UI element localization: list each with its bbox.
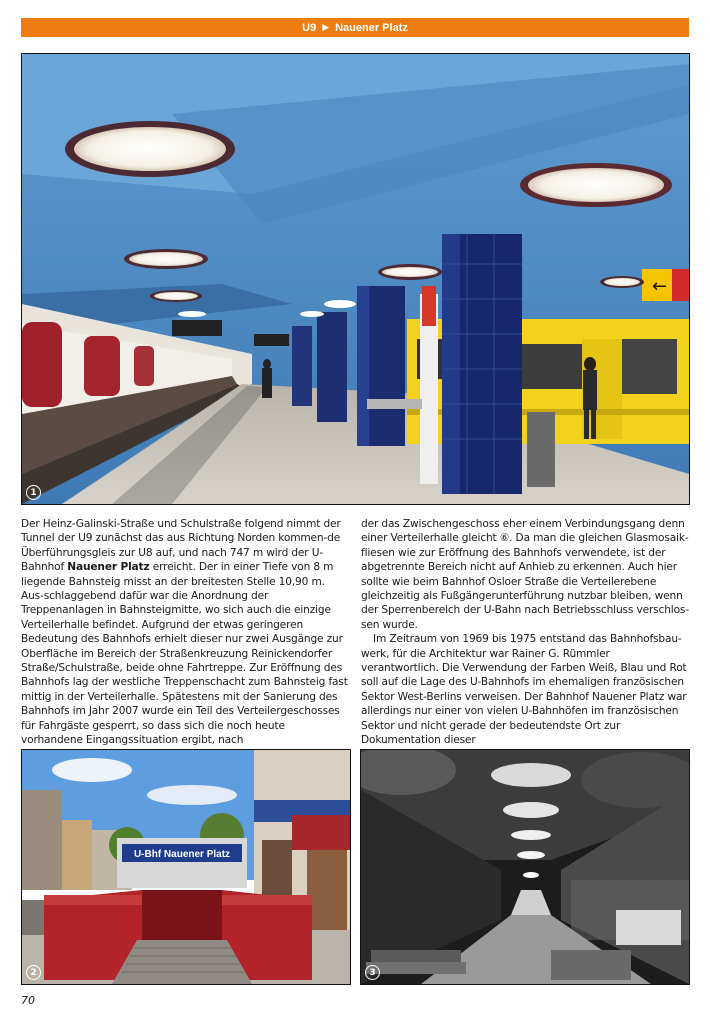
paragraph: der das Zwischengeschoss eher einem Verbindungsgang denn einer Verteilerhalle gleicht ⑥. Da man die gleichen Glasmosaik-fliesen wie zur Eröffnung des Bahnhofs verwendete, ist der abgetrennte Bereich nicht auf Anhieb zu erkennen. Auch hier sollte wie beim Bahnhof Osloer Straße die Verteilerebene gleichzeitig als Fußgängerunterführung nutzbar bleiben, wenn der Sperrenbereich der U-Bahn nach Betriebsschluss verschlos-sen wurde. [361,518,689,631]
photo-number-badge: 3 [365,965,380,980]
line-label: U9 [302,21,317,34]
station-name-bold: Nauener Platz [67,561,150,574]
construction-illustration [361,750,689,984]
platform-illustration [22,54,689,504]
paragraph: Im Zeitraum von 1969 bis 1975 entstand das Bahnhofsbau-werk, für die Architektur war Rainer G. Rümmler verantwortlich. Die Verwendung der Farben Weiß, Blau und Rot soll auf die Lage des U-Bahnhofs im ehemaligen französischen Sektor West-Berlins verweisen. Der Bahnhof Nauener Platz war allerdings nur einer von vielen U-Bahnhöfen im französischen Sektor und nicht gerade der bedeutendste Ort zur Dokumentation dieser [361,633,687,747]
entrance-sign-text: U-Bhf Nauener Platz [133,849,231,860]
photo-entrance [21,749,351,985]
photo-platform [21,53,690,505]
photo-number-badge: 2 [26,965,41,980]
text-column-left [21,517,349,748]
paragraph: Der Heinz-Galinski-Straße und Schulstraße folgend nimmt der Tunnel der U9 zunächst das aus Richtung Norden kommen-de Überführungsgleis zur U8 auf, und nach 747 m wird der U-Bahnhof Nauener Platz erreicht. Der in einer Tiefe von 8 m liegende Bahnsteig misst an der breitesten Stelle 10,90 m. Aus-schlaggebend dafür war die Anordnung der Treppenanlagen in Bahnsteigmitte, wo sich auch die einzige Verteilerhalle befindet. Aufgrund der etwas geringeren Bedeutung des Bahnhofs erhielt dieser nur zwei Ausgänge zur Oberfläche im Bereich der Straßenkreuzung Reinickendorfer Straße/Schulstraße, beide ohne Fahrtreppe. Zur Eröffnung des Bahnhofs lag der westliche Treppenschacht zum Bahnsteig fast mittig in der Verteilerhalle. Spätestens mit der Sanierung des Bahnhofs im Jahr 2007 wurde ein Teil des Verteilergeschosses für Fahrgäste gesperrt, so dass sich die noch heute vorhandene Eingangssituation ergibt, nach [21,518,348,747]
photo-number-badge: 1 [26,485,41,500]
text-column-right [361,517,689,748]
arrow-right-icon: ▶ [322,22,330,32]
chapter-header-bar [21,18,689,37]
page-number: 70 [21,994,35,1007]
entrance-illustration [22,750,350,984]
svg-text:←: ← [652,276,668,297]
station-label: Nauener Platz [335,21,408,34]
photo-construction [360,749,690,985]
